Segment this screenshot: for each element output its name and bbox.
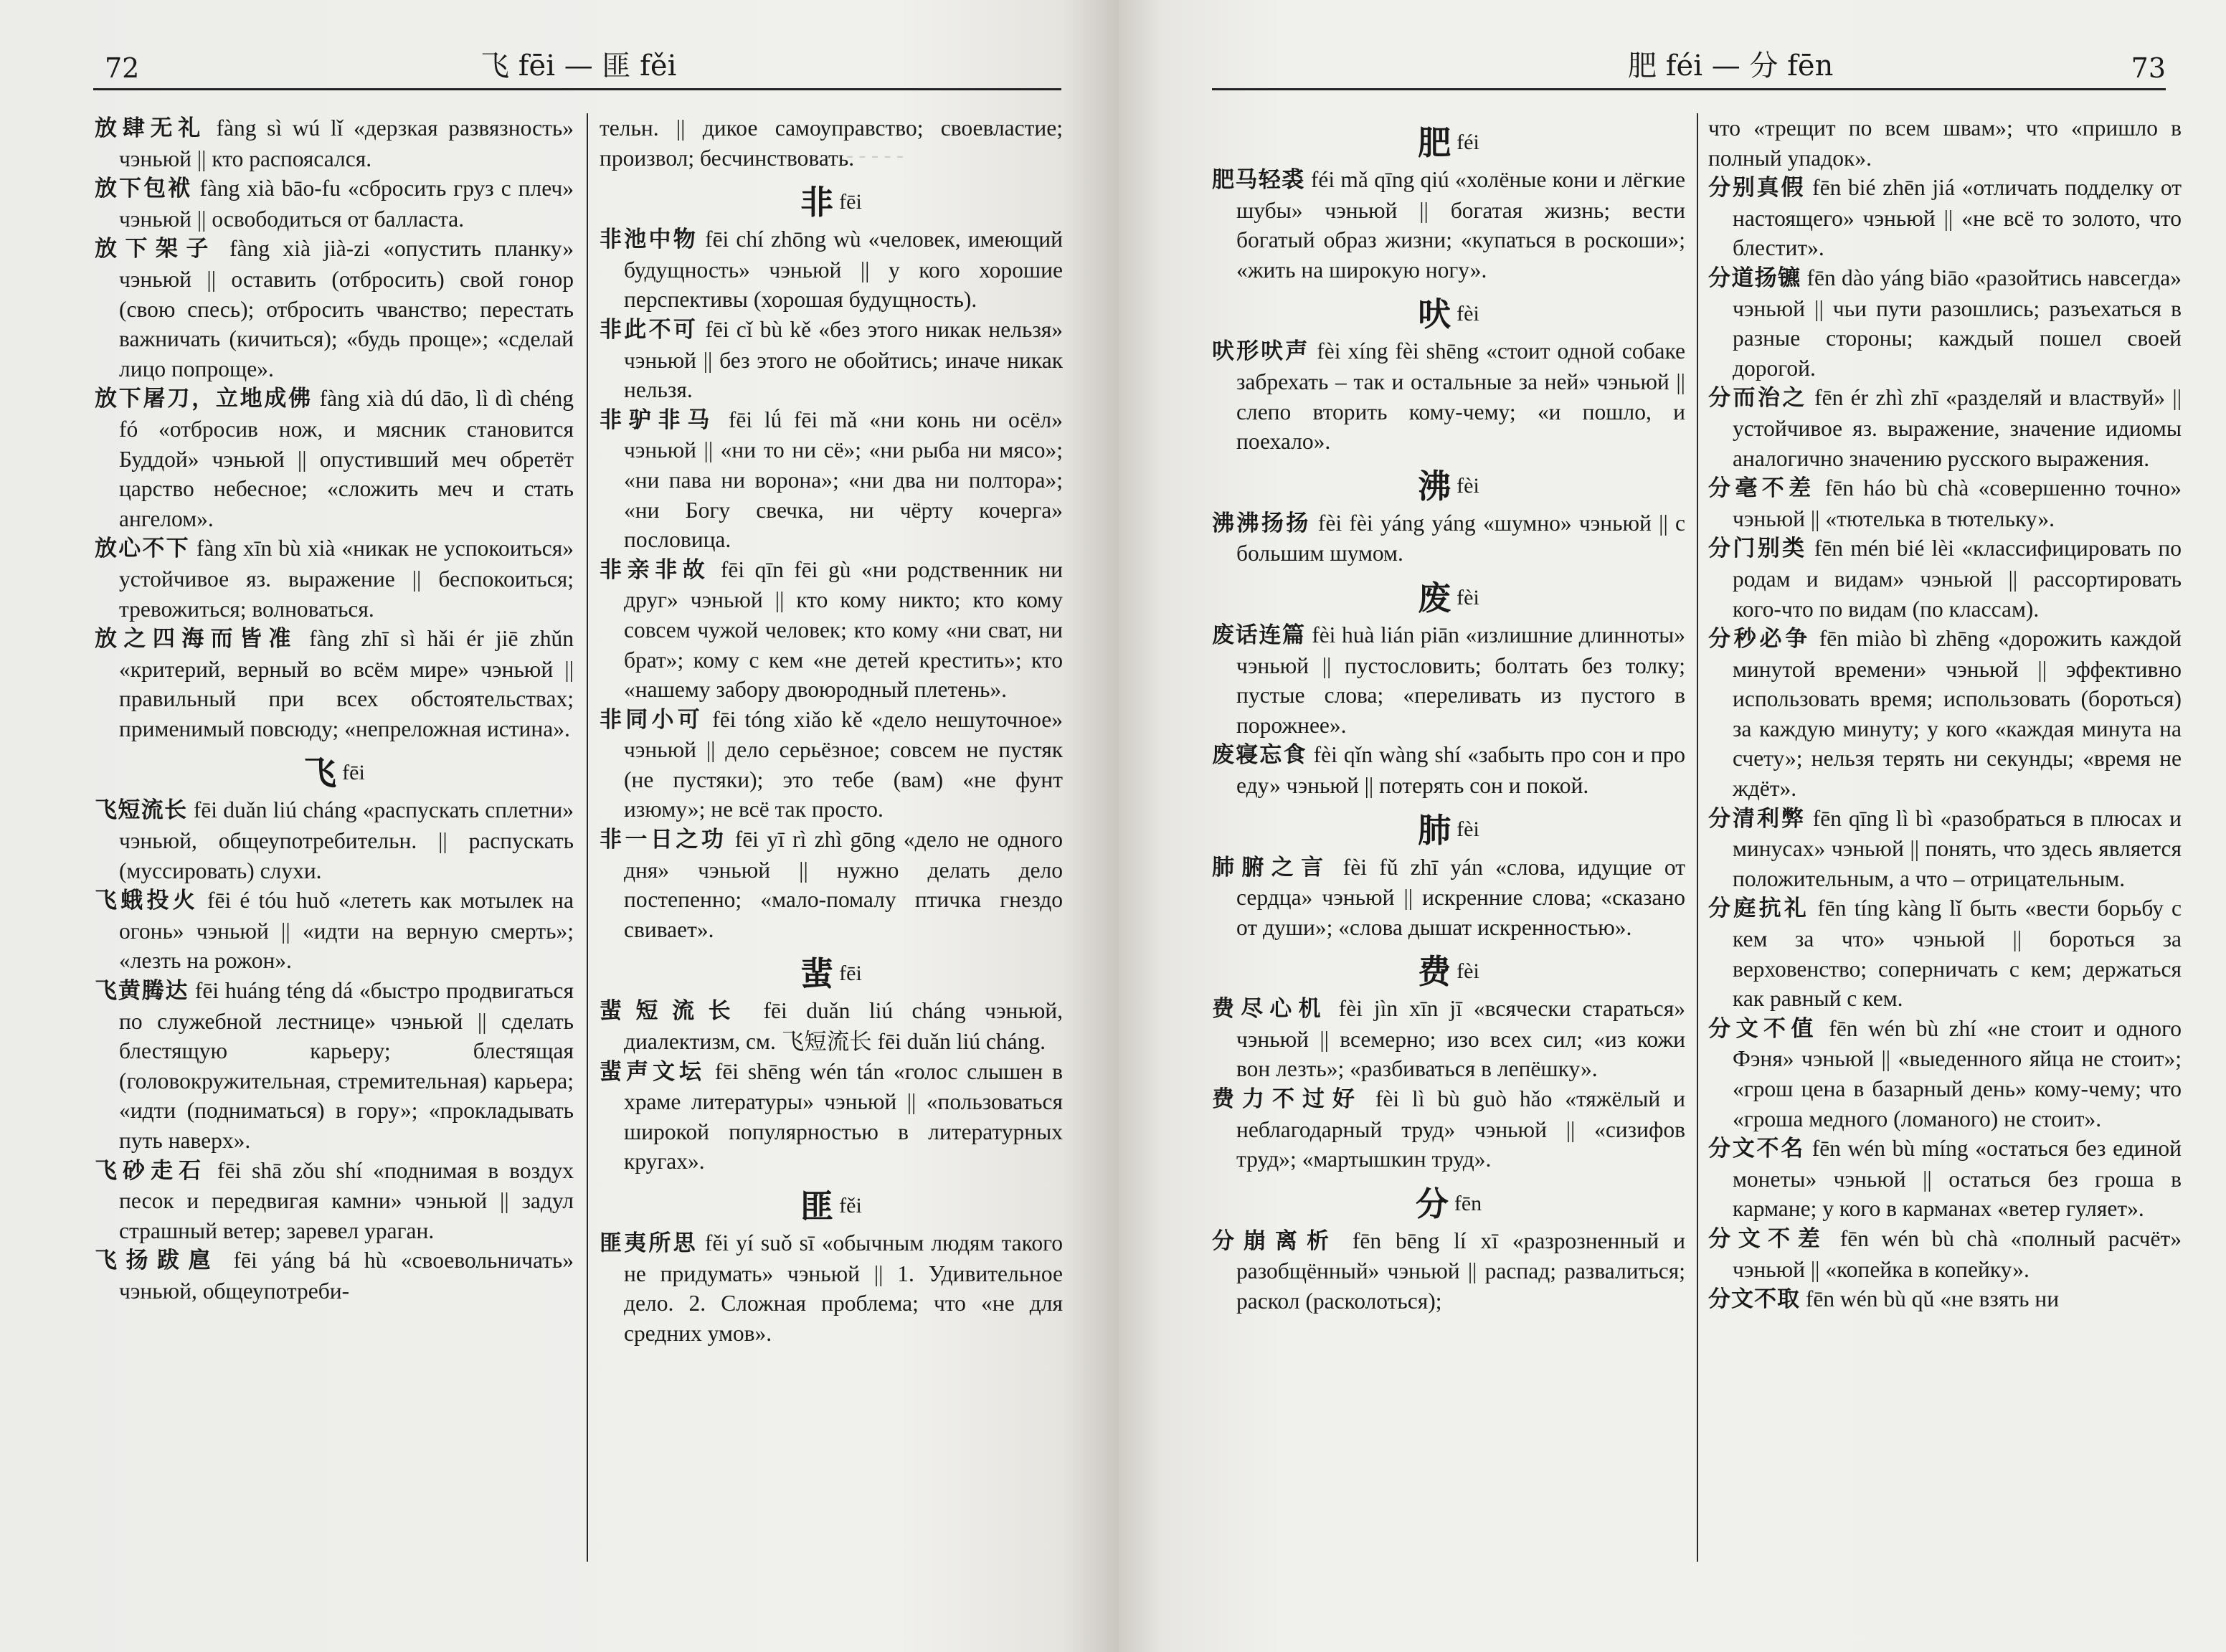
dictionary-entry (600, 705, 1063, 825)
dictionary-entry (1708, 1224, 2182, 1284)
entry-definition: fēn miào bì zhēng «дорожить каждой минутой времени» чэньюй || эффективно использовать время; использовать (бороться) за каждую минуту; у кого «каждая минута на счету»; нельзя терять ни секунды; «время не ждёт». (1733, 626, 2182, 802)
section-heading (1212, 949, 1685, 992)
idiom-headword: 肥马轻裘 (1212, 167, 1305, 193)
section-pinyin: fěi (839, 1193, 862, 1217)
section-pinyin: fèi (1457, 585, 1479, 609)
column-divider (1697, 113, 1698, 1562)
idiom-headword: 分文不差 (1708, 1225, 1828, 1252)
entry-definition: fèi fǔ zhī yán «слова, идущие от сердца» чэньюй || искренние слова; «сказано от души»; «слова дышат искренностью». (1236, 854, 1686, 940)
entry-definition: fēi chí zhōng wù «человек, имеющий будущность» чэньюй || у кого хорошие перспективы (хорошая будущность). (624, 227, 1064, 313)
dictionary-entry (600, 1228, 1063, 1348)
entry-definition: fèi qǐn wàng shí «забыть про сон и про еду» чэньюй || потерять сон и покой. (1236, 742, 1686, 798)
entry-definition: fàng xià bāo-fu «сбросить груз с плеч» чэньюй || освободиться от балласта. (119, 176, 574, 232)
entry-continuation: что «трещит по всем швам»; что «пришло в полный упадок». (1708, 115, 2182, 171)
dictionary-entry (600, 224, 1063, 315)
idiom-headword: 非驴非马 (600, 407, 717, 433)
entry-definition: fēn bié zhēn jiá «отличать подделку от настоящего» чэньюй || «не всё то золото, что блестит». (1733, 175, 2182, 261)
idiom-headword: 分而治之 (1708, 385, 1807, 412)
dictionary-entry (600, 825, 1063, 944)
dictionary-entry (1212, 1226, 1685, 1316)
section-pinyin: fèi (1457, 959, 1479, 984)
section-heading (1212, 292, 1685, 332)
idiom-headword: 放下屠刀，立地成佛 (95, 386, 313, 412)
idiom-headword: 飞黄腾达 (95, 978, 189, 1005)
dictionary-entry (600, 555, 1063, 705)
section-pinyin: fēi (839, 189, 862, 214)
entry-definition: fēi shēng wén tán «голос слышен в храме литературы» чэньюй || «пользоваться широкой популярностью в литературных кругах». (624, 1058, 1063, 1174)
idiom-headword: 分文不取 (1708, 1286, 1800, 1313)
dictionary-entry (95, 1245, 574, 1306)
entry-definition: féi mǎ qīng qiú «холёные кони и лёгкие шубы» чэньюй || богатая жизнь; вести богатый образ жизни; «купаться в роскоши»; «жить на широкую ногу». (1236, 167, 1685, 283)
dictionary-entry (600, 996, 1063, 1056)
section-heading (1212, 464, 1685, 504)
idiom-headword: 费尽心机 (1212, 996, 1327, 1022)
dictionary-entry (95, 886, 574, 976)
idiom-headword: 分清利弊 (1708, 805, 1806, 832)
entry-definition: fēn wén bù qǔ «не взять ни (1800, 1286, 2060, 1312)
section-character: 分 (1415, 1184, 1449, 1223)
column-divider (587, 113, 588, 1562)
section-heading (1212, 808, 1685, 848)
section-pinyin: fēi (342, 761, 365, 785)
dictionary-entry (600, 405, 1063, 555)
idiom-headword: 放心不下 (95, 536, 190, 562)
dictionary-entry (600, 1057, 1063, 1177)
entry-definition: fēn wén bù míng «остаться без единой монеты» чэньюй || остаться без гроша в кармане; у кого в карманах «ветер гуляет». (1733, 1136, 2182, 1222)
entry-definition: fēi yī rì zhì gōng «дело не одного дня» чэньюй || нужно делать дело постепенно; «мало-помалу птичка гнездо свивает». (624, 827, 1063, 942)
entry-definition: fēi yáng bá hù «своевольничать» чэньюй, общеупотреби- (119, 1248, 574, 1304)
dictionary-entry (1708, 173, 2182, 263)
idiom-headword: 飞蛾投火 (95, 888, 199, 914)
dictionary-entry (1212, 165, 1685, 285)
entry-definition: fēn wén bù zhí «не стоит и одного Фэня» чэньюй || «выеденного яйца не стоит»; «грош цена в базарный день» кому-чему; что «гроша медного (ломаного) не стоит». (1733, 1015, 2182, 1131)
idiom-headword: 放下架子 (95, 236, 217, 262)
entry-definition: fēi cǐ bù kě «без этого никак нельзя» чэньюй || без этого не обойтись; иначе никак нельзя. (624, 316, 1063, 403)
section-character: 费 (1418, 952, 1451, 992)
dictionary-entry (1708, 804, 2182, 894)
section-character: 肥 (1418, 123, 1451, 162)
dictionary-entry (95, 976, 574, 1156)
idiom-headword: 分道扬镳 (1708, 265, 1801, 291)
entry-definition: fēi huáng téng dá «быстро продвигаться по служебной лестнице» чэньюй || сделать блестящую карьеру; блестящая (головокружительная, стремительная) карьера; «идти (подниматься) в гору»; «прокладывать путь наверх». (119, 978, 574, 1153)
section-character: 飞 (303, 754, 337, 793)
left-running-head: 飞 fēi — 匪 fěi (480, 49, 677, 82)
dictionary-entry (1708, 533, 2182, 624)
idiom-headword: 蜚短流长 (600, 998, 745, 1025)
section-pinyin: fēi (839, 962, 862, 986)
section-character: 吠 (1418, 295, 1451, 334)
entry-definition: fèi huà lián piān «излишние длинноты» чэньюй || пустословить; болтать без толку; пустые слова; «переливать из пустого в порожнее». (1236, 622, 1685, 738)
left-column-2 (600, 113, 1063, 1348)
idiom-headword: 放之四海而皆准 (95, 626, 298, 652)
bleed-through-text: - - - - - (846, 143, 904, 167)
idiom-headword: 分门别类 (1708, 536, 1807, 562)
entry-definition: fàng sì wú lǐ «дерзкая развязность» чэньюй || кто распоясался. (119, 115, 574, 171)
idiom-headword: 沸沸扬扬 (1212, 510, 1311, 536)
dictionary-entry (95, 1156, 574, 1246)
section-heading (1212, 120, 1685, 161)
right-running-head: 肥 féi — 分 fēn (1628, 49, 1834, 82)
entry-definition: fèi fèi yáng yáng «шумно» чэньюй || с большим шумом. (1236, 510, 1686, 566)
dictionary-entry (1708, 624, 2182, 804)
section-character: 匪 (800, 1186, 834, 1225)
dictionary-entry (1212, 1084, 1685, 1174)
idiom-headword: 非一日之功 (600, 827, 727, 853)
idiom-headword: 飞扬跋扈 (95, 1248, 220, 1274)
entry-definition: fēn qīng lì bì «разобраться в плюсах и минусах» чэньюй || понять, что здесь является положительным, а что – отрицательным. (1733, 805, 2182, 891)
idiom-headword: 放肆无礼 (95, 115, 206, 141)
section-heading (600, 180, 1063, 220)
dictionary-entry (1708, 263, 2182, 383)
idiom-headword: 非此不可 (600, 316, 698, 343)
dictionary-entry (600, 315, 1063, 405)
entry-definition: fàng xià dú dāo, lì dì chéng fó «отбросив нож, и мясник становится Буддой» чэньюй || опустивший меч обретёт царство небесное; «сложить меч и стать ангелом». (119, 386, 574, 531)
section-pinyin: fèi (1457, 473, 1479, 498)
right-column-1 (1212, 113, 1685, 1316)
right-column-2 (1708, 113, 2182, 1315)
idiom-headword: 分毫不差 (1708, 475, 1816, 502)
section-character: 废 (1418, 578, 1451, 617)
dictionary-entry (1708, 1014, 2182, 1134)
entry-definition: fàng zhī sì hǎi ér jiē zhǔn «критерий, верный во всём мире» чэньюй || правильный при всех обстоятельствах; применимый повсюду; «непреложная истина». (119, 626, 574, 741)
entry-definition: fēn wén bù chà «полный расчёт» чэньюй || «копейка в копейку». (1733, 1225, 2182, 1282)
entry-definition: fēi é tóu huǒ «лететь как мотылек на огонь» чэньюй || «идти на верную смерть»; «лезть на рожон». (119, 888, 574, 974)
section-heading (1212, 576, 1685, 616)
idiom-headword: 分崩离析 (1212, 1228, 1338, 1254)
idiom-headword: 分文不名 (1708, 1136, 1806, 1162)
section-pinyin: fēn (1454, 1191, 1482, 1215)
dictionary-entry (1212, 336, 1685, 456)
idiom-headword: 非池中物 (600, 227, 698, 253)
idiom-headword: 废寝忘食 (1212, 742, 1307, 769)
entry-definition: fěi yí suǒ sī «обычным людям такого не придумать» чэньюй || 1. Удивительное дело. 2. Сложная проблема; что «не для средних умов». (624, 1230, 1063, 1346)
idiom-headword: 匪夷所思 (600, 1230, 698, 1256)
section-pinyin: fèi (1457, 302, 1479, 326)
entry-definition: fèi xíng fèi shēng «стоит одной собаке забрехать – так и остальные за ней» чэньюй || слепо вторить кому-чему; «и пошло, и поехало». (1236, 338, 1686, 455)
idiom-headword: 分秒必争 (1708, 626, 1811, 652)
entry-definition: fēi duǎn liú cháng «распускать сплетни» чэньюй, общеупотребительн. || распускать (муссировать) слухи. (119, 797, 574, 883)
entry-definition: fēi duǎn liú cháng чэньюй, диалектизм, см. 飞短流长 fēi duǎn liú cháng. (624, 998, 1063, 1055)
dictionary-entry (1708, 1134, 2182, 1224)
idiom-headword: 分别真假 (1708, 175, 1806, 201)
dictionary-entry (95, 174, 574, 234)
entry-definition: fēn bēng lí xī «разрозненный и разобщённый» чэньюй || распад; развалиться; раскол (расколоться); (1236, 1228, 1685, 1314)
entry-definition: fēi lǘ fēi mǎ «ни конь ни осёл» чэньюй || «ни то ни сё»; «ни рыба ни мясо»; «ни пава ни ворона»; «ни два ни полтора»; «ни Богу свечка, ни чёрту кочерга» пословица. (624, 407, 1063, 553)
idiom-headword: 蜚声文坛 (600, 1058, 706, 1085)
dictionary-entry (95, 795, 574, 886)
entry-definition: fēi qīn fēi gù «ни родственник ни друг» чэньюй || кто кому никто; кто кому совсем чужой человек; кто кому «ни сват, ни брат»; кому с кем «не детей крестить»; кто «нашему забору двоюродный плетень». (624, 556, 1064, 703)
dictionary-entry (95, 384, 574, 533)
dictionary-entry (1708, 383, 2182, 473)
right-page-header (1212, 50, 2166, 90)
entry-definition: fēn tíng kàng lǐ быть «вести борьбу с кем за что» чэньюй || бороться за верховенство; соперничать с кем; держаться как равный с кем. (1733, 896, 2182, 1012)
section-heading (1212, 1182, 1685, 1222)
section-heading (600, 1184, 1063, 1224)
section-character: 沸 (1418, 466, 1451, 505)
idiom-headword: 分庭抗礼 (1708, 896, 1810, 922)
entry-continuation: тельн. || дикое самоуправство; своевластие; произвол; бесчинствовать. (600, 115, 1063, 171)
dictionary-entry (1212, 740, 1685, 800)
left-page-header (93, 50, 1061, 90)
section-heading (95, 751, 574, 791)
entry-definition: fēn mén bié lèi «классифицировать по родам и видам» чэньюй || рассортировать кого-что по видам (по классам). (1733, 536, 2182, 622)
entry-definition: fēn dào yáng biāo «разойтись навсегда» чэньюй || чьи пути разошлись; разъехаться в разные стороны; каждый пошел своей дорогой. (1733, 265, 2182, 381)
dictionary-entry (1708, 473, 2182, 533)
section-pinyin: fèi (1457, 817, 1479, 842)
entry-definition: fēi shā zǒu shí «поднимая в воздух песок и передвигая камни» чэньюй || задул страшный ветер; заревел ураган. (119, 1157, 574, 1243)
idiom-headword: 非亲非故 (600, 556, 711, 583)
right-page-number: 73 (2131, 52, 2166, 84)
dictionary-entry (1212, 508, 1685, 569)
entry-definition: fàng xīn bù xià «никак не успокоиться» устойчивое яз. выражение || беспокоиться; тревожиться; волноваться. (119, 536, 574, 622)
entry-definition: fàng xià jià-zi «опустить планку» чэньюй || оставить (отбросить) свой гонор (свою спесь); отбросить чванство; перестать важничать (кичиться); «будь проще»; «сделай лицо попроще». (119, 236, 574, 381)
section-character: 蜚 (800, 954, 834, 994)
entry-definition: fèi jìn xīn jī «всячески стараться» чэньюй || всемерно; изо всех сил; «из кожи вон лезть»; «разбиваться в лепёшку». (1236, 996, 1685, 1082)
idiom-headword: 飞短流长 (95, 797, 188, 824)
idiom-headword: 非同小可 (600, 706, 704, 733)
dictionary-entry (95, 113, 574, 174)
left-column-1 (95, 113, 574, 1306)
entry-definition: fēi tóng xiǎo kě «дело нешуточное» чэньюй || дело серьёзное; совсем не пустяк (не пустяки); это тебе (вам) «не фунт изюму»; не всё так просто. (624, 706, 1063, 822)
dictionary-entry (1708, 1284, 2182, 1315)
idiom-headword: 放下包袱 (95, 176, 193, 202)
entry-definition: fēn háo bù chà «совершенно точно» чэньюй || «тютелька в тютельку». (1733, 475, 2182, 531)
dictionary-entry (1212, 853, 1685, 943)
dictionary-entry (95, 533, 574, 624)
right-page (1119, 0, 2226, 1652)
idiom-headword: 飞砂走石 (95, 1157, 207, 1184)
dictionary-entry (95, 234, 574, 384)
dictionary-entry (1212, 620, 1685, 740)
section-heading (600, 951, 1063, 992)
section-pinyin: féi (1457, 130, 1479, 154)
idiom-headword: 废话连篇 (1212, 622, 1306, 648)
left-page-number: 72 (105, 52, 140, 84)
idiom-headword: 分文不值 (1708, 1015, 1819, 1042)
idiom-headword: 吠形吠声 (1212, 338, 1310, 365)
dictionary-entry (95, 624, 574, 744)
section-character: 肺 (1418, 810, 1451, 850)
entry-definition: fēn ér zhì zhī «разделяй и властвуй» || устойчивое яз. выражение, значение идиомы аналогично значению русского выражения. (1733, 385, 2182, 471)
dictionary-entry (1212, 994, 1685, 1084)
dictionary-entry (1708, 893, 2182, 1013)
entry-definition: fèi lì bù guò hǎo «тяжёлый и неблагодарный труд» чэньюй || «сизифов труд»; «мартышкин труд». (1236, 1086, 1686, 1172)
idiom-headword: 费力不过好 (1212, 1086, 1363, 1113)
section-character: 非 (800, 182, 834, 222)
idiom-headword: 肺腑之言 (1212, 854, 1331, 880)
